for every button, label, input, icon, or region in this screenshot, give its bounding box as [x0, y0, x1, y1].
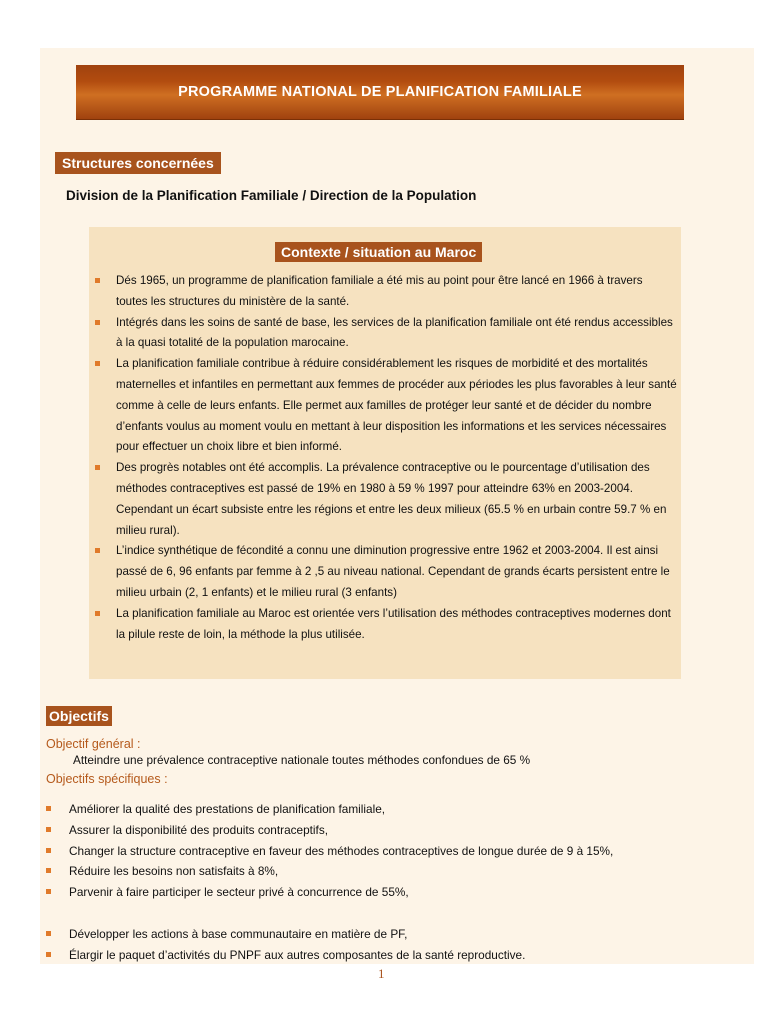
square-bullet-icon — [95, 278, 100, 283]
list-item: Développer les actions à base communautaire en matière de PF, — [40, 924, 740, 945]
square-bullet-icon — [95, 320, 100, 325]
list-item: Améliorer la qualité des prestations de planification familiale, — [40, 799, 740, 820]
square-bullet-icon — [46, 868, 51, 873]
square-bullet-icon — [95, 361, 100, 366]
list-item: Parvenir à faire participer le secteur privé à concurrence de 55%, — [40, 882, 740, 903]
context-section — [89, 227, 681, 679]
square-bullet-icon — [46, 952, 51, 957]
structures-label: Structures concernées — [55, 152, 221, 174]
list-item: Assurer la disponibilité des produits contraceptifs, — [40, 820, 740, 841]
list-item: La planification familiale au Maroc est orientée vers l’utilisation des méthodes contraceptives modernes dont la pilule reste de loin, la méthode la plus utilisée. — [89, 604, 681, 646]
square-bullet-icon — [95, 465, 100, 470]
square-bullet-icon — [46, 827, 51, 832]
division-heading: Division de la Planification Familiale / Direction de la Population — [66, 188, 477, 203]
square-bullet-icon — [95, 548, 100, 553]
document-page — [40, 48, 754, 981]
general-objective-text: Atteindre une prévalence contraceptive nationale toutes méthodes confondues de 65 % — [73, 753, 531, 767]
context-list — [89, 271, 681, 645]
list-item: Dés 1965, un programme de planification familiale a été mis au point pour être lancé en 1966 à travers toutes les structures du ministère de la santé. — [89, 271, 681, 313]
page-number: 1 — [378, 966, 385, 981]
list-item: Changer la structure contraceptive en faveur des méthodes contraceptives de longue durée de 9 à 15%, — [40, 841, 740, 862]
list-item: La planification familiale contribue à réduire considérablement les risques de morbidité et des mortalités maternelles et infantiles en permettant aux femmes de procéder aux périodes les plus favorables à leur santé comme à celle de leurs enfants. Elle permet aux familles de protéger leur santé et de décider du nombre d’enfants voulus au moment voulu en mettant à leur disposition les informations et les services nécessaires pour effectuer un choix libre et bien informé. — [89, 354, 681, 458]
square-bullet-icon — [46, 889, 51, 894]
page-title-banner — [76, 65, 684, 119]
page-title: PROGRAMME NATIONAL DE PLANIFICATION FAMILIALE — [178, 84, 582, 100]
square-bullet-icon — [46, 848, 51, 853]
list-item: Réduire les besoins non satisfaits à 8%, — [40, 861, 740, 882]
objectifs-label: Objectifs — [46, 706, 112, 726]
square-bullet-icon — [46, 931, 51, 936]
context-title: Contexte / situation au Maroc — [275, 242, 482, 262]
list-item: Des progrès notables ont été accomplis. La prévalence contraceptive ou le pourcentage d’utilisation des méthodes contraceptives est passé de 19% en 1980 à 59 % 1997 pour atteindre 63% en 2003-2004. Cependant un écart subsiste entre les régions et entre les deux milieux (65.5 % en urbain contre 59.7 % en milieu rural). — [89, 458, 681, 541]
specific-objectives-label: Objectifs spécifiques : — [46, 772, 168, 786]
list-item: Intégrés dans les soins de santé de base, les services de la planification familiale ont été rendus accessibles à la quasi totalité de la population marocaine. — [89, 313, 681, 355]
square-bullet-icon — [46, 806, 51, 811]
list-item: Élargir le paquet d’activités du PNPF aux autres composantes de la santé reproductive. — [40, 945, 740, 966]
general-objective-label: Objectif général : — [46, 737, 141, 751]
specific-objectives-list — [40, 799, 740, 966]
square-bullet-icon — [95, 611, 100, 616]
list-item: L’indice synthétique de fécondité a connu une diminution progressive entre 1962 et 2003-2004. Il est ainsi passé de 6, 96 enfants par femme à 2 ,5 au niveau national. Cependant de grands écarts persistent entre le milieu urbain (2, 1 enfants) et le milieu rural (3 enfants) — [89, 541, 681, 603]
